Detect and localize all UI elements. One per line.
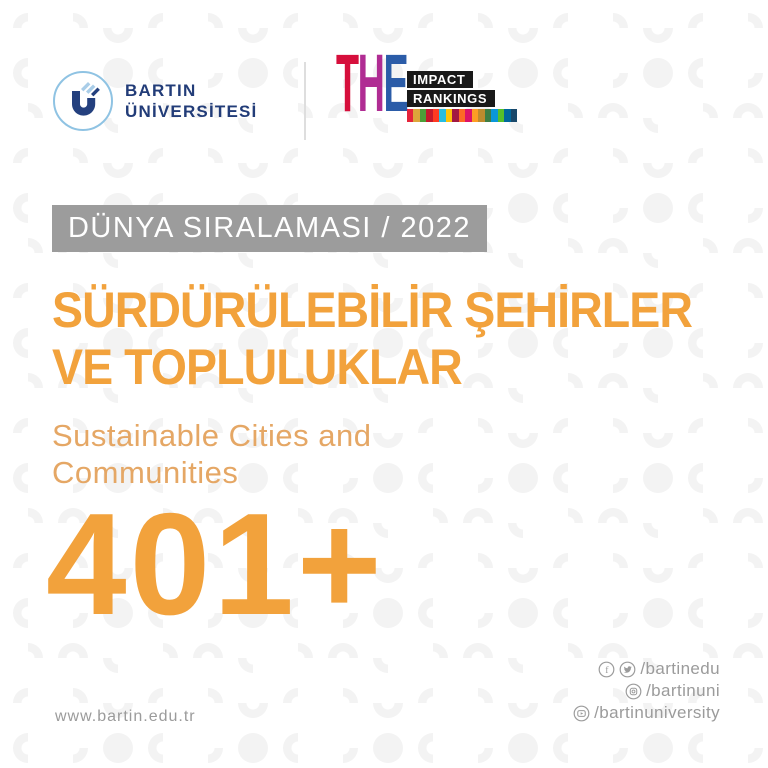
social-row-instagram bbox=[625, 682, 720, 700]
sdg-title-en bbox=[52, 417, 371, 491]
facebook-icon bbox=[598, 661, 615, 678]
social-handle: /bartinuni bbox=[646, 681, 720, 700]
youtube-icon bbox=[573, 705, 590, 722]
the-letter: T bbox=[336, 38, 358, 129]
sdg-title-tr-line1: SÜRDÜRÜLEBİLİR ŞEHİRLER bbox=[52, 282, 692, 338]
social-row-twitter-facebook bbox=[598, 660, 720, 678]
rank-value: 401+ bbox=[46, 483, 385, 645]
the-wordmark bbox=[336, 38, 408, 129]
ranking-badge: DÜNYA SIRALAMASI / 2022 bbox=[52, 205, 487, 252]
the-letter: E bbox=[383, 38, 408, 129]
twitter-icon bbox=[619, 661, 636, 678]
rankings-label: RANKINGS bbox=[407, 90, 495, 107]
sdg-title-tr bbox=[52, 282, 692, 396]
sdg-title-tr-line2: VE TOPLULUKLAR bbox=[52, 339, 462, 395]
the-letter: H bbox=[357, 38, 384, 129]
university-name bbox=[125, 80, 257, 122]
logo-divider bbox=[304, 62, 306, 140]
impact-label: IMPACT bbox=[407, 71, 473, 88]
social-handles bbox=[573, 660, 720, 722]
sdg-color-bar bbox=[407, 109, 517, 122]
social-handle: /bartinuniversity bbox=[594, 703, 720, 722]
the-labels bbox=[407, 71, 517, 122]
social-row-youtube bbox=[573, 704, 720, 722]
instagram-icon bbox=[625, 683, 642, 700]
sdg-title-en-line2: Communities bbox=[52, 455, 239, 490]
website-url: www.bartin.edu.tr bbox=[55, 708, 196, 725]
sdg-stripe bbox=[511, 109, 517, 122]
university-name-line1: BARTIN bbox=[125, 81, 197, 100]
university-emblem-icon bbox=[52, 70, 114, 132]
social-handle: /bartinedu bbox=[640, 659, 720, 678]
university-logo bbox=[52, 70, 257, 132]
the-impact-rankings-logo bbox=[336, 38, 536, 130]
svg-text:f: f bbox=[605, 664, 610, 676]
university-name-line2: ÜNİVERSİTESİ bbox=[125, 102, 258, 121]
sdg-title-en-line1: Sustainable Cities and bbox=[52, 418, 372, 453]
